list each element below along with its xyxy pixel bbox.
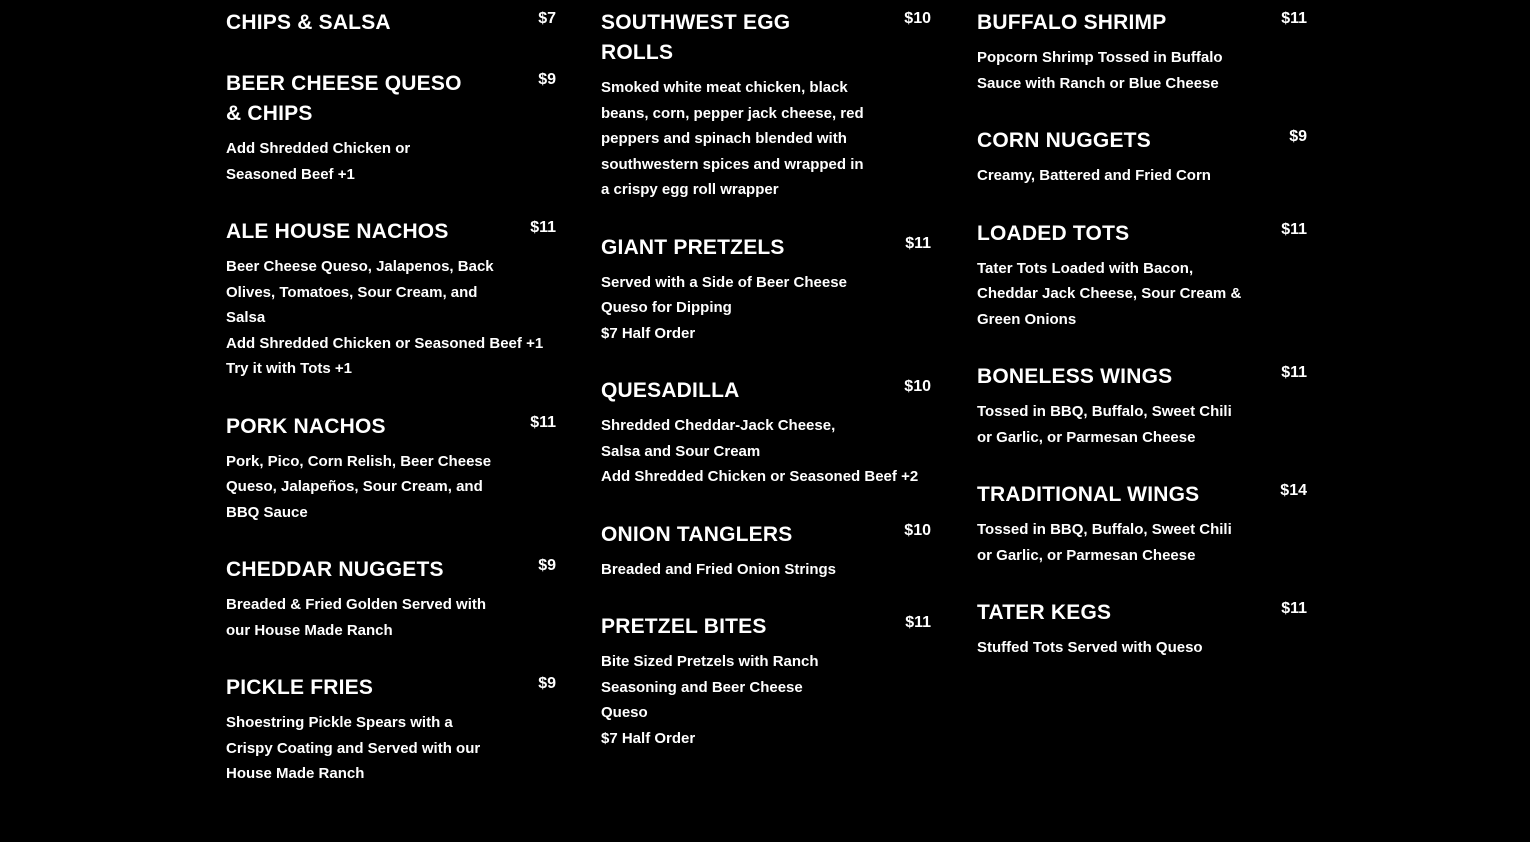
menu-item	[977, 126, 1307, 189]
menu-item-description-line: Smoked white meat chicken, black beans, corn, pepper jack cheese, red peppers and spinach blended with southwestern spices and wrapped in a crispy egg roll wrapper	[601, 79, 864, 198]
menu-item-price: $10	[904, 378, 931, 395]
menu-item-header	[226, 69, 556, 129]
menu-item-header	[977, 480, 1307, 510]
menu-item-description-line: Add Shredded Chicken or Seasoned Beef +2	[601, 468, 919, 485]
menu-item-description	[977, 517, 1307, 568]
menu-item-description-line: Add Shredded Chicken or Seasoned Beef +1	[226, 334, 544, 352]
menu-item-name: LOADED TOTS	[977, 221, 1130, 245]
menu-item-header	[601, 8, 931, 68]
menu-item-description-line: Pork, Pico, Corn Relish, Beer Cheese Queso, Jalapeños, Sour Cream, and BBQ Sauce	[226, 452, 492, 521]
menu-item-description-line: Shredded Cheddar-Jack Cheese, Salsa and Sour Cream	[601, 417, 836, 460]
menu-item-description	[977, 399, 1307, 450]
menu-item-price: $10	[904, 10, 931, 27]
menu-item	[226, 69, 556, 187]
menu-item-description-line: Tossed in BBQ, Buffalo, Sweet Chili or Garlic, or Parmesan Cheese	[977, 521, 1232, 564]
menu-item-price: $11	[530, 413, 556, 431]
menu-item-price: $11	[1281, 600, 1307, 617]
menu-item-price: $9	[538, 557, 556, 574]
menu-item-description	[977, 256, 1307, 333]
menu-item-name: CORN NUGGETS	[977, 129, 1151, 152]
menu-item-description-line: $7 Half Order	[601, 729, 696, 747]
menu-item-description-line: $7 Half Order	[601, 324, 696, 342]
menu-item-name: CHEDDAR NUGGETS	[226, 558, 444, 581]
menu-column-3	[977, 8, 1307, 691]
menu-item-price: $11	[905, 614, 931, 631]
menu-column-2	[601, 8, 931, 781]
menu-item-description-line: Shoestring Pickle Spears with a Crispy Coating and Served with our House Made Ranch	[226, 714, 481, 782]
menu-item-header	[226, 673, 556, 703]
menu-item-price: $9	[538, 71, 556, 88]
menu-item-header	[226, 555, 556, 585]
menu-item	[977, 480, 1307, 568]
menu-item-description	[226, 136, 556, 187]
menu-item-name: TATER KEGS	[977, 601, 1112, 624]
menu-item-header	[977, 362, 1307, 392]
menu-item	[226, 8, 556, 38]
menu-item	[601, 612, 931, 751]
menu-item-name: GIANT PRETZELS	[601, 235, 785, 259]
menu-item-price: $11	[1281, 364, 1307, 381]
menu-item-price: $9	[538, 675, 556, 692]
menu-item-header	[601, 376, 931, 406]
menu-item-description	[601, 649, 931, 751]
menu-item-description	[601, 557, 931, 583]
menu-item-price: $11	[1281, 10, 1307, 27]
menu-item	[226, 412, 556, 526]
menu-item-header	[226, 8, 556, 38]
menu-item	[226, 555, 556, 643]
menu-item-description-line: Try it with Tots +1	[226, 360, 352, 377]
menu-item-description-line: Tossed in BBQ, Buffalo, Sweet Chili or Garlic, or Parmesan Cheese	[977, 403, 1232, 446]
menu-item-price: $14	[1280, 482, 1307, 499]
menu-item-price: $7	[538, 10, 556, 27]
menu-item-description	[226, 710, 556, 787]
menu-item-header	[601, 612, 931, 642]
menu-item-header	[977, 126, 1307, 156]
menu-item-price: $11	[530, 219, 556, 236]
menu-item-header	[977, 8, 1307, 38]
menu-item-name: PORK NACHOS	[226, 414, 386, 438]
menu-item	[601, 376, 931, 490]
menu-item-description-line: Popcorn Shrimp Tossed in Buffalo Sauce with Ranch or Blue Cheese	[977, 49, 1223, 92]
menu-item-description	[226, 592, 556, 643]
menu-item-description-line: Tater Tots Loaded with Bacon, Cheddar Jack Cheese, Sour Cream & Green Onions	[977, 259, 1242, 328]
menu-item-description-line: Served with a Side of Beer Cheese Queso for Dipping	[601, 273, 847, 316]
menu-item-description	[226, 254, 556, 382]
menu-item-name: ALE HOUSE NACHOS	[226, 220, 449, 243]
menu-item	[977, 8, 1307, 96]
menu-item-description-line: Bite Sized Pretzels with Ranch Seasoning and Beer Cheese Queso	[601, 653, 819, 721]
menu-item-name: BUFFALO SHRIMP	[977, 11, 1167, 34]
menu-item-price: $9	[1289, 128, 1307, 145]
menu-item-description	[226, 449, 556, 526]
menu-item-header	[601, 233, 931, 263]
menu-item-name: PICKLE FRIES	[226, 676, 374, 699]
menu-item	[977, 362, 1307, 450]
menu-item-description	[601, 75, 931, 203]
menu-item-price: $10	[904, 521, 931, 539]
menu-item-description-line: Breaded & Fried Golden Served with our House Made Ranch	[226, 596, 487, 639]
menu-item-description-line: Add Shredded Chicken or Seasoned Beef +1	[226, 140, 411, 183]
menu-item	[977, 598, 1307, 661]
menu-item-name: BEER CHEESE QUESO & CHIPS	[226, 72, 462, 125]
menu-item	[226, 673, 556, 787]
menu-item-name: BONELESS WINGS	[977, 365, 1173, 388]
menu-item-name: ONION TANGLERS	[601, 522, 793, 546]
menu-item-price: $11	[905, 234, 931, 252]
menu-item-description	[601, 270, 931, 347]
menu-item-name: PRETZEL BITES	[601, 615, 767, 638]
menu-item-description	[601, 413, 931, 490]
menu-item	[601, 8, 931, 203]
menu-item-description-line: Breaded and Fried Onion Strings	[601, 560, 837, 578]
menu-item-header	[601, 520, 931, 550]
menu-item-header	[226, 412, 556, 442]
menu-item-description-line: Creamy, Battered and Fried Corn	[977, 167, 1211, 184]
menu-item-price: $11	[1281, 220, 1307, 238]
menu-item	[226, 217, 556, 382]
menu-item	[601, 233, 931, 347]
menu-item-header	[977, 219, 1307, 249]
menu-item-description	[977, 635, 1307, 661]
menu-item-description	[977, 45, 1307, 96]
menu-item-description	[977, 163, 1307, 189]
menu-item-description-line: Beer Cheese Queso, Jalapenos, Back Olives, Tomatoes, Sour Cream, and Salsa	[226, 258, 494, 326]
menu-column-1	[226, 8, 556, 817]
menu-item-header	[226, 217, 556, 247]
menu-item	[601, 520, 931, 583]
menu-item-header	[977, 598, 1307, 628]
menu-item-name: SOUTHWEST EGG ROLLS	[601, 11, 791, 64]
menu-item-name: CHIPS & SALSA	[226, 11, 391, 34]
menu-item	[977, 219, 1307, 333]
menu-item-description-line: Stuffed Tots Served with Queso	[977, 639, 1203, 656]
menu-item-name: QUESADILLA	[601, 379, 740, 402]
menu-item-name: TRADITIONAL WINGS	[977, 483, 1200, 506]
